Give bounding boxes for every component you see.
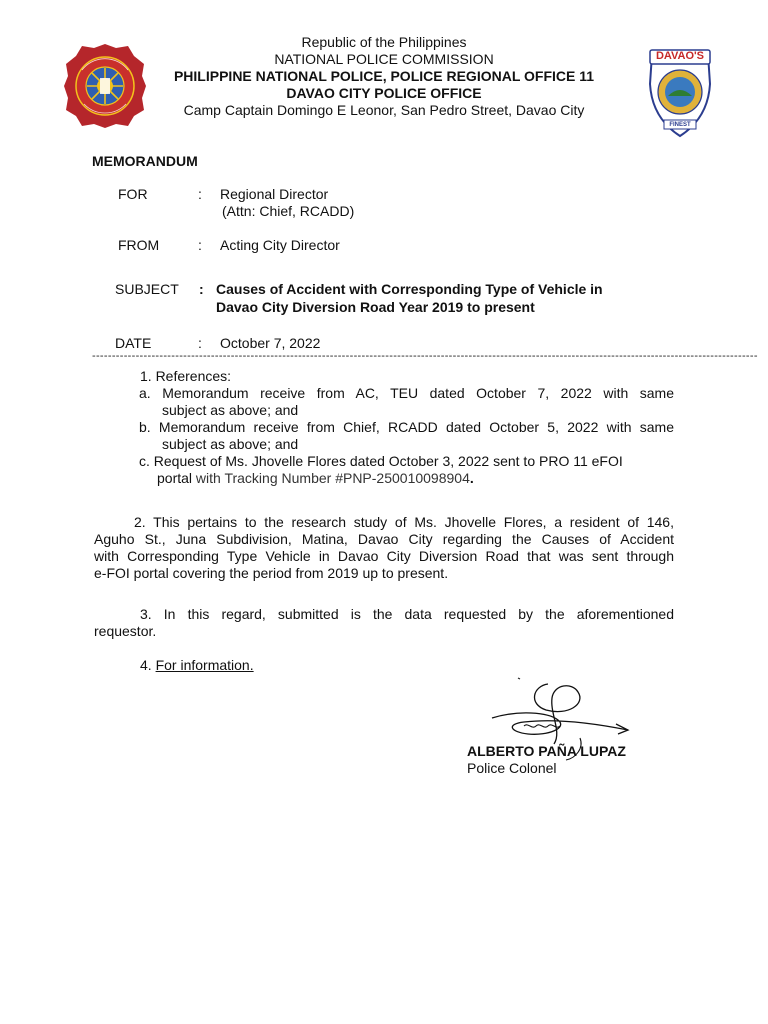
paragraph-3-line-2: requestor. [94, 623, 157, 639]
memo-title: MEMORANDUM [92, 153, 198, 169]
from-colon: : [198, 237, 202, 253]
paragraph-2-line-3: with Corresponding Type Vehicle in Davao City Diversion Road that was sent through [94, 548, 674, 564]
davao-badge-title: DAVAO'S [655, 50, 705, 62]
paragraph-4-number: 4. [140, 657, 152, 673]
paragraph-2-line-2: Aguho St., Juna Subdivision, Matina, Davao City regarding the Causes of Accident [94, 531, 674, 547]
subject-colon: : [199, 281, 204, 297]
signatory-name: ALBERTO PAÑA LUPAZ [467, 743, 626, 759]
header-republic: Republic of the Philippines [301, 34, 467, 50]
reference-b-line-2: subject as above; and [162, 436, 299, 452]
date-label: DATE [115, 335, 152, 351]
header-address: Camp Captain Domingo E Leonor, San Pedro Street, Davao City [183, 102, 585, 118]
header-napolcom: NATIONAL POLICE COMMISSION [274, 51, 494, 67]
reference-c-line-1: c. Request of Ms. Jhovelle Flores dated October 3, 2022 sent to PRO 11 eFOI [139, 453, 623, 469]
reference-c-period: . [469, 470, 474, 486]
reference-b-line-1: b. Memorandum receive from Chief, RCADD dated October 5, 2022 with same [139, 419, 674, 435]
separator-line: ------------------------------------------------------------------------------------------------------------------------------------------------------------------------ [92, 350, 758, 362]
for-colon: : [198, 186, 202, 202]
for-label: FOR [118, 186, 148, 202]
reference-a-line-1: a. Memorandum receive from AC, TEU dated October 7, 2022 with same [139, 385, 674, 401]
for-value: Regional Director [220, 186, 329, 202]
reference-c-portal: portal [157, 470, 193, 486]
subject-label: SUBJECT [115, 281, 179, 297]
for-attn: (Attn: Chief, RCADD) [222, 203, 355, 219]
reference-c-line-2 [157, 470, 474, 486]
from-label: FROM [118, 237, 160, 253]
davao-badge-bottom-text: FINEST [669, 122, 691, 128]
header-dcpo: DAVAO CITY POLICE OFFICE [286, 85, 482, 101]
paragraph-2-line-1: 2. This pertains to the research study of Ms. Jhovelle Flores, a resident of 146, [134, 514, 674, 530]
date-value: October 7, 2022 [220, 335, 321, 351]
subject-line-1: Causes of Accident with Corresponding Type of Vehicle in [216, 281, 603, 297]
paragraph-4-text: For information. [155, 657, 254, 673]
signatory-rank: Police Colonel [467, 760, 557, 776]
reference-a-line-2: subject as above; and [162, 402, 299, 418]
from-value: Acting City Director [220, 237, 340, 253]
header-pnp-pro11: PHILIPPINE NATIONAL POLICE, POLICE REGIONAL OFFICE 11 [173, 68, 595, 84]
paragraph-4 [140, 657, 254, 673]
references-heading: 1. References: [140, 368, 232, 384]
reference-c-tracking: with Tracking Number #PNP-250010098904 [192, 470, 470, 486]
paragraph-2-line-4: e-FOI portal covering the period from 2019 up to present. [94, 565, 449, 581]
subject-line-2: Davao City Diversion Road Year 2019 to present [216, 299, 535, 315]
paragraph-3-line-1: 3. In this regard, submitted is the data requested by the aforementioned [140, 606, 674, 622]
date-colon: : [198, 335, 202, 351]
